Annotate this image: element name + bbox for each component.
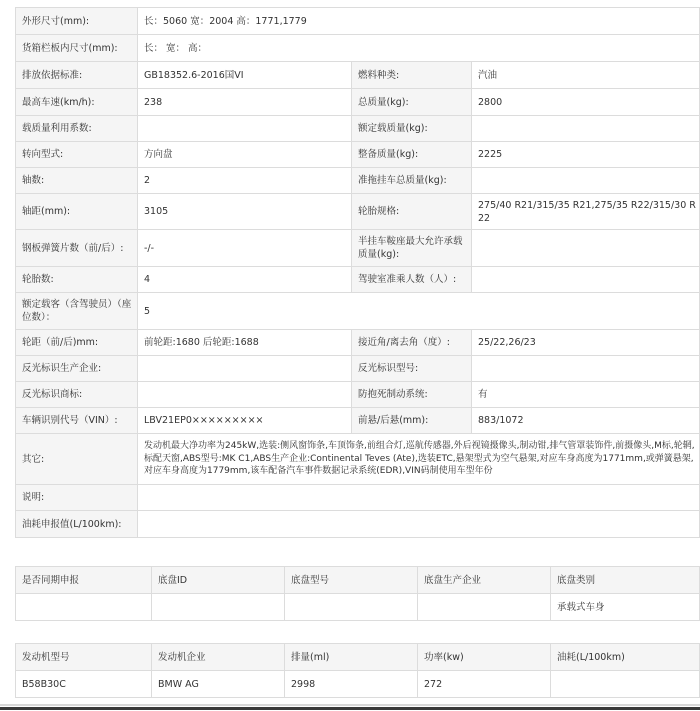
leaf-spring-label: 钢板弹簧片数（前/后）:: [16, 230, 138, 267]
emission-value: GB18352.6-2016国VI: [138, 62, 352, 89]
engine-cell: B58B30C: [16, 671, 152, 698]
track-value: 前轮距:1680 后轮距:1688: [138, 330, 352, 356]
gross-mass-value: 2800: [472, 89, 700, 116]
max-speed-value: 238: [138, 89, 352, 116]
spec-row-track: [16, 330, 700, 356]
rated-load-value: [472, 116, 700, 142]
spec-row-cargo-box: [16, 35, 700, 62]
vehicle-spec-table: [15, 7, 700, 538]
curb-mass-value: 2225: [472, 142, 700, 168]
chassis-cell: 承载式车身: [551, 594, 700, 621]
tire-count-value: 4: [138, 267, 352, 293]
engine-cell: [551, 671, 700, 698]
table-row: [16, 671, 700, 698]
angles-label: 接近角/离去角（度）:: [352, 330, 472, 356]
leaf-spring-value: -/-: [138, 230, 352, 267]
engine-header-cell: 发动机企业: [152, 644, 285, 671]
other-value: 发动机最大净功率为245kW,选装:侧风窗饰条,车顶饰条,前组合灯,巡航传感器,外后视镜摄像头,制动钳,排气管罩装饰件,前摄像头,M标,轮辋,标配天窗,ABS型号:MK C1,ABS生产企业:Continental Teves (Ate),选装ETC,悬架型式为空气悬架,对应车身高度为1771mm,或弹簧悬架,对应车身高度为1779mm,该车配备汽车事件数据记录系统(EDR),VIN码制使用车型年份: [138, 434, 700, 485]
spec-row-tire-count: [16, 267, 700, 293]
rated-passengers-value: 5: [138, 293, 700, 330]
rated-load-label: 额定载质量(kg):: [352, 116, 472, 142]
wheelbase-label: 轴距(mm):: [16, 194, 138, 230]
reflector-brand-label: 反光标识商标:: [16, 382, 138, 408]
abs-label: 防抱死制动系统:: [352, 382, 472, 408]
track-label: 轮距（前/后)mm:: [16, 330, 138, 356]
max-speed-label: 最高车速(km/h):: [16, 89, 138, 116]
spec-row-brand-abs: [16, 382, 700, 408]
trailer-mass-label: 准拖挂车总质量(kg):: [352, 168, 472, 194]
spec-row-dimensions: [16, 8, 700, 35]
engine-cell: BMW AG: [152, 671, 285, 698]
table-row: [16, 594, 700, 621]
chassis-header-row: [16, 567, 700, 594]
chassis-header-cell: 底盘类别: [551, 567, 700, 594]
fuel-consumption-label: 油耗申报值(L/100km):: [16, 511, 138, 538]
spec-row-wheelbase: [16, 194, 700, 230]
chassis-header-cell: 底盘型号: [285, 567, 418, 594]
emission-label: 排放依据标准:: [16, 62, 138, 89]
saddle-load-label: 半挂车鞍座最大允许承载质量(kg):: [352, 230, 472, 267]
angles-value: 25/22,26/23: [472, 330, 700, 356]
engine-header-cell: 功率(kw): [418, 644, 551, 671]
engine-header-cell: 排量(ml): [285, 644, 418, 671]
bottom-divider-light: [0, 704, 700, 706]
spec-row-vin: [16, 408, 700, 434]
abs-value: 有: [472, 382, 700, 408]
spec-row-fuel-consumption: [16, 511, 700, 538]
axles-value: 2: [138, 168, 352, 194]
cargo-box-label: 货箱栏板内尺寸(mm):: [16, 35, 138, 62]
dimensions-value: 长：5060 宽：2004 高：1771,1779: [138, 8, 700, 35]
engine-cell: 272: [418, 671, 551, 698]
overhang-value: 883/1072: [472, 408, 700, 434]
saddle-load-value: [472, 230, 700, 267]
dimensions-label: 外形尺寸(mm):: [16, 8, 138, 35]
spec-row-other: [16, 434, 700, 485]
engine-header-cell: 油耗(L/100km): [551, 644, 700, 671]
steering-value: 方向盘: [138, 142, 352, 168]
cab-seats-value: [472, 267, 700, 293]
spec-row-steering: [16, 142, 700, 168]
tire-value: 275/40 R21/315/35 R21,275/35 R22/315/30 R22: [472, 194, 700, 230]
load-util-label: 载质量利用系数:: [16, 116, 138, 142]
tire-label: 轮胎规格:: [352, 194, 472, 230]
remark-value: [138, 485, 700, 511]
remark-label: 说明:: [16, 485, 138, 511]
tire-count-label: 轮胎数:: [16, 267, 138, 293]
reflector-maker-value: [138, 356, 352, 382]
chassis-header-cell: 底盘生产企业: [418, 567, 551, 594]
reflector-brand-value: [138, 382, 352, 408]
reflector-model-value: [472, 356, 700, 382]
fuel-value: 汽油: [472, 62, 700, 89]
fuel-label: 燃料种类:: [352, 62, 472, 89]
cab-seats-label: 驾驶室准乘人数（人）:: [352, 267, 472, 293]
engine-cell: 2998: [285, 671, 418, 698]
spec-row-load: [16, 116, 700, 142]
spec-row-remark: [16, 485, 700, 511]
load-util-value: [138, 116, 352, 142]
chassis-header-cell: 是否同期申报: [16, 567, 152, 594]
vin-label: 车辆识别代号（VIN）:: [16, 408, 138, 434]
other-label: 其它:: [16, 434, 138, 485]
gross-mass-label: 总质量(kg):: [352, 89, 472, 116]
overhang-label: 前悬/后悬(mm):: [352, 408, 472, 434]
steering-label: 转向型式:: [16, 142, 138, 168]
reflector-maker-label: 反光标识生产企业:: [16, 356, 138, 382]
spec-row-reflector: [16, 356, 700, 382]
chassis-cell: [285, 594, 418, 621]
engine-header-cell: 发动机型号: [16, 644, 152, 671]
reflector-model-label: 反光标识型号:: [352, 356, 472, 382]
chassis-cell: [16, 594, 152, 621]
chassis-cell: [152, 594, 285, 621]
chassis-table: [15, 566, 700, 621]
fuel-consumption-value: [138, 511, 700, 538]
axles-label: 轴数:: [16, 168, 138, 194]
spec-row-speed-mass: [16, 89, 700, 116]
engine-header-row: [16, 644, 700, 671]
chassis-header-cell: 底盘ID: [152, 567, 285, 594]
wheelbase-value: 3105: [138, 194, 352, 230]
spec-row-passengers: [16, 293, 700, 330]
chassis-cell: [418, 594, 551, 621]
spec-row-emission-fuel: [16, 62, 700, 89]
trailer-mass-value: [472, 168, 700, 194]
cargo-box-value: 长： 宽： 高：: [138, 35, 700, 62]
engine-table: [15, 643, 700, 698]
spec-row-axles: [16, 168, 700, 194]
curb-mass-label: 整备质量(kg):: [352, 142, 472, 168]
vin-value: LBV21EP0×××××××××: [138, 408, 352, 434]
spec-row-leaf-spring: [16, 230, 700, 267]
rated-passengers-label: 额定载客（含驾驶员）（座位数）：: [16, 293, 138, 330]
bottom-divider: [0, 707, 700, 710]
